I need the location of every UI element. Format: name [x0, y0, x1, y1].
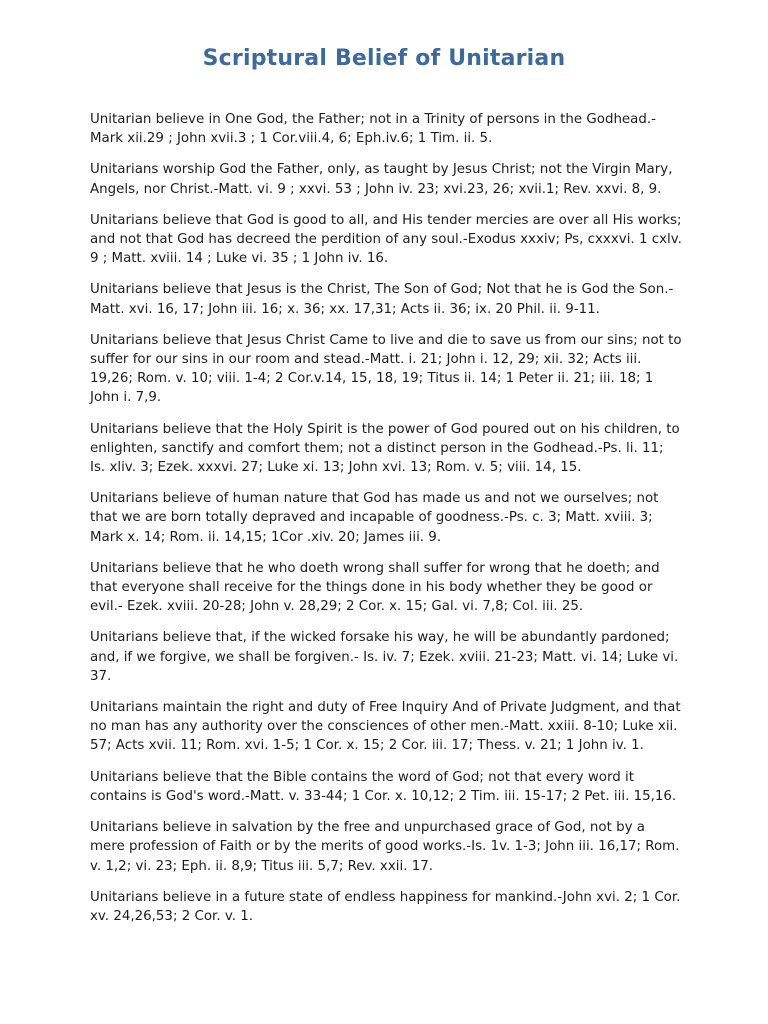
belief-paragraph-6: Unitarians believe that the Holy Spirit is the power of God poured out on his children, to enlighten, sanctify and comfort them; not a distinct person in the Godhead.-Ps. li. 11; Is. xliv. 3; Ezek. xxxvi. 27; Luke xi. 13; John xvi. 13; Rom. v. 5; viii. 14, 15. [90, 421, 680, 476]
document-body [90, 110, 682, 938]
belief-paragraph-2: Unitarians worship God the Father, only, as taught by Jesus Christ; not the Virgin Mary, Angels, nor Christ.-Matt. vi. 9 ; xxvi. 53 ; John iv. 23; xvi.23, 26; xvii.1; Rev. xxvi. 8, 9. [90, 162, 673, 197]
belief-paragraph-1: Unitarian believe in One God, the Father; not in a Trinity of persons in the Godhead.-Mark xii.29 ; John xvii.3 ; 1 Cor.viii.4, 6; Eph.iv.6; 1 Tim. ii. 5. [90, 112, 656, 147]
belief-paragraph-3: Unitarians believe that God is good to all, and His tender mercies are over all His works; and not that God has decreed the perdition of any soul.-Exodus xxxiv; Ps, cxxxvi. 1 cxlv. 9 ; Matt. xviii. 14 ; Luke vi. 35 ; 1 John iv. 16. [90, 212, 682, 267]
belief-paragraph-7: Unitarians believe of human nature that God has made us and not we ourselves; not that we are born totally depraved and incapable of goodness.-Ps. c. 3; Matt. xviii. 3; Mark x. 14; Rom. ii. 14,15; 1Cor .xiv. 20; James iii. 9. [90, 491, 659, 545]
document-title: Scriptural Belief of Unitarian [202, 46, 566, 71]
belief-paragraph-9: Unitarians believe that, if the wicked forsake his way, he will be abundantly pardoned; and, if we forgive, we shall be forgiven.- Is. iv. 7; Ezek. xviii. 21-23; Matt. vi. 14; Luke vi. 37. [90, 630, 679, 684]
belief-paragraph-10: Unitarians maintain the right and duty of Free Inquiry And of Private Judgment, and that no man has any authority over the consciences of other men.-Matt. xxiii. 8-10; Luke xii. 57; Acts xvii. 11; Rom. xvi. 1-5; 1 Cor. x. 15; 2 Cor. iii. 17; Thess. v. 21; 1 John iv. 1. [90, 700, 681, 754]
belief-paragraph-12: Unitarians believe in salvation by the free and unpurchased grace of God, not by a mere profession of Faith or by the merits of good works.-Is. 1v. 1-3; John iii. 16,17; Rom. v. 1,2; vi. 23; Eph. ii. 8,9; Titus iii. 5,7; Rev. xxii. 17. [90, 820, 680, 874]
belief-paragraph-11: Unitarians believe that the Bible contains the word of God; not that every word it contains is God's word.-Matt. v. 33-44; 1 Cor. x. 10,12; 2 Tim. iii. 15-17; 2 Pet. iii. 15,16. [90, 769, 677, 804]
belief-paragraph-4: Unitarians believe that Jesus is the Christ, The Son of God; Not that he is God the Son.-Matt. xvi. 16, 17; John iii. 16; x. 36; xx. 17,31; Acts ii. 36; ix. 20 Phil. ii. 9-11. [90, 282, 674, 317]
belief-paragraph-5: Unitarians believe that Jesus Christ Came to live and die to save us from our sins; not to suffer for our sins in our room and stead.-Matt. i. 21; John i. 12, 29; xii. 32; Acts iii. 19,26; Rom. v. 10; viii. 1-4; 2 Cor.v.14, 15, 18, 19; Titus ii. 14; 1 Peter ii. 21; iii. 18; 1 John i. 7,9. [90, 332, 682, 406]
belief-paragraph-8: Unitarians believe that he who doeth wrong shall suffer for wrong that he doeth; and that everyone shall receive for the things done in his body whether they be good or evil.- Ezek. xviii. 20-28; John v. 28,29; 2 Cor. x. 15; Gal. vi. 7,8; Col. iii. 25. [90, 560, 660, 615]
belief-paragraph-13: Unitarians believe in a future state of endless happiness for mankind.-John xvi. 2; 1 Cor. xv. 24,26,53; 2 Cor. v. 1. [90, 889, 681, 924]
